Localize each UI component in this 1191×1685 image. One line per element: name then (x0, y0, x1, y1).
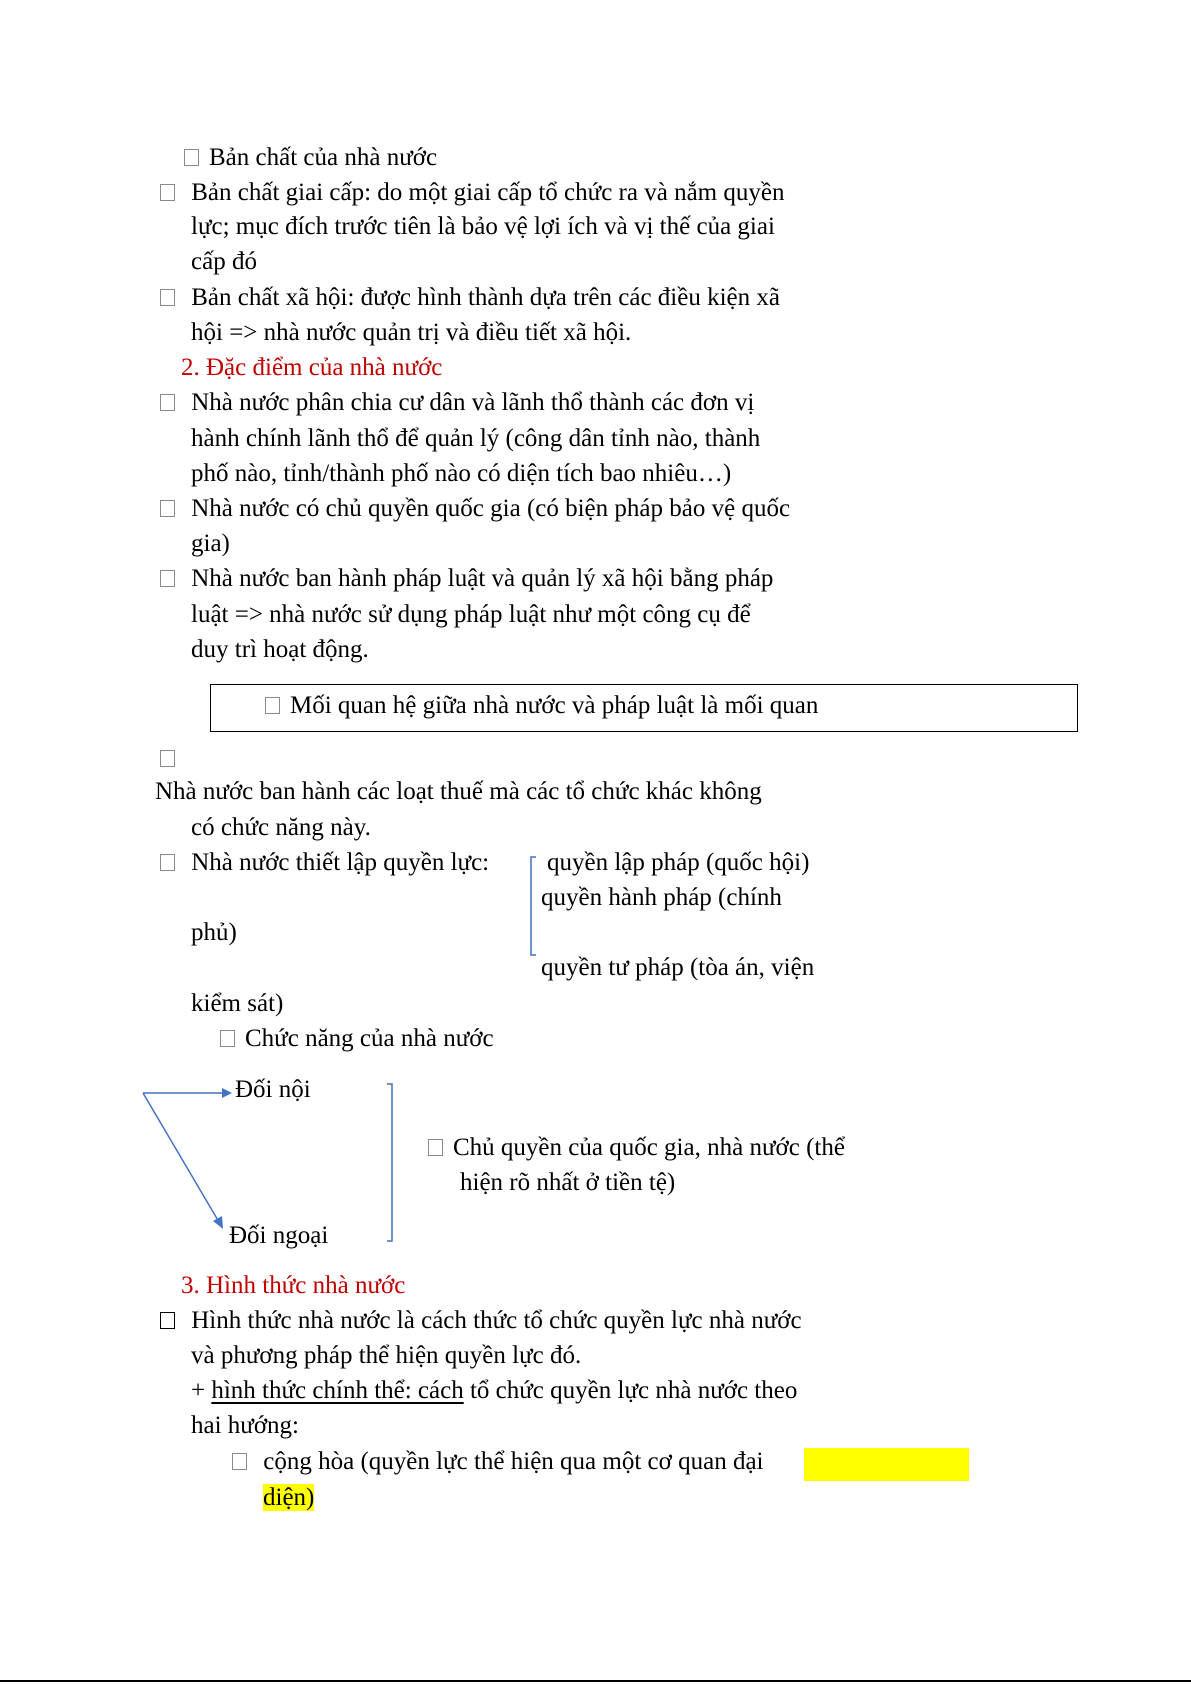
text-box-content: Mối quan hệ giữa nhà nước và pháp luật là mối quan (265, 689, 818, 723)
list-item-line: luật => nhà nước sử dụng pháp luật như một công cụ để (191, 601, 751, 628)
checkbox-icon (428, 1139, 443, 1156)
list-item-line: hành chính lãnh thổ để quản lý (công dân tỉnh nào, thành (191, 425, 761, 452)
government-form-cont: hai hướng: (191, 1412, 300, 1439)
republic-item: cộng hòa (quyền lực thể hiện qua một cơ quan đại (232, 1445, 764, 1479)
list-item-line: phố nào, tỉnh/thành phố nào có diện tích bao nhiêu…) (191, 460, 732, 487)
republic-cont: diện) (263, 1484, 315, 1511)
tax-line: Nhà nước ban hành các loạt thuế mà các tổ chức khác không (155, 778, 762, 805)
executive-power: quyền hành pháp (chính (541, 884, 782, 911)
list-item-line: cấp đó (191, 248, 257, 275)
legislative-power: quyền lập pháp (quốc hội) (547, 849, 810, 876)
tax-line: có chức năng này. (191, 814, 371, 841)
list-item: Bản chất xã hội: được hình thành dựa trên các điều kiện xã (160, 281, 780, 315)
judicial-power-cont: kiểm sát) (191, 990, 284, 1017)
judicial-power: quyền tư pháp (tòa án, viện (541, 954, 815, 981)
highlight-bar (804, 1448, 969, 1481)
functions-heading: Chức năng của nhà nước (220, 1022, 494, 1056)
list-item-line: hội => nhà nước quản trị và điều tiết xã hội. (191, 319, 632, 346)
government-form: + hình thức chính thể: cách tổ chức quyền lực nhà nước theo (191, 1377, 798, 1404)
checkbox-icon (232, 1453, 247, 1470)
sovereignty-line: hiện rõ nhất ở tiền tệ) (460, 1169, 676, 1196)
executive-power-cont: phủ) (191, 919, 237, 946)
internal-function: Đối nội (235, 1076, 311, 1103)
list-item: Hình thức nhà nước là cách thức tổ chức quyền lực nhà nước (160, 1304, 802, 1338)
sovereignty-item: Chủ quyền của quốc gia, nhà nước (thể (428, 1131, 845, 1165)
section3-heading: 3. Hình thức nhà nước (181, 1272, 406, 1299)
external-function: Đối ngoại (229, 1222, 329, 1249)
list-item: Nhà nước có chủ quyền quốc gia (có biện pháp bảo vệ quốc (160, 492, 790, 526)
powers-intro: Nhà nước thiết lập quyền lực: (160, 846, 489, 880)
list-item-line: và phương pháp thể hiện quyền lực đó. (191, 1342, 582, 1369)
section1-heading: Bản chất của nhà nước (184, 141, 437, 175)
list-item: Bản chất giai cấp: do một giai cấp tổ chức ra và nắm quyền (160, 176, 784, 210)
arrow-right-icon (222, 1088, 232, 1098)
list-item-line: gia) (191, 530, 230, 557)
section2-heading: 2. Đặc điểm của nhà nước (181, 354, 443, 381)
list-item-line: duy trì hoạt động. (191, 636, 369, 663)
page-bottom-line (0, 1680, 1191, 1682)
list-item: Nhà nước ban hành pháp luật và quản lý xã hội bằng pháp (160, 562, 773, 596)
list-item: Nhà nước phân chia cư dân và lãnh thổ thành các đơn vị (160, 386, 754, 420)
checkbox-icon (160, 1312, 175, 1329)
arrow-down-icon (213, 1216, 223, 1229)
list-item-line: lực; mục đích trước tiên là bảo vệ lợi ích và vị thế của giai (191, 213, 775, 240)
